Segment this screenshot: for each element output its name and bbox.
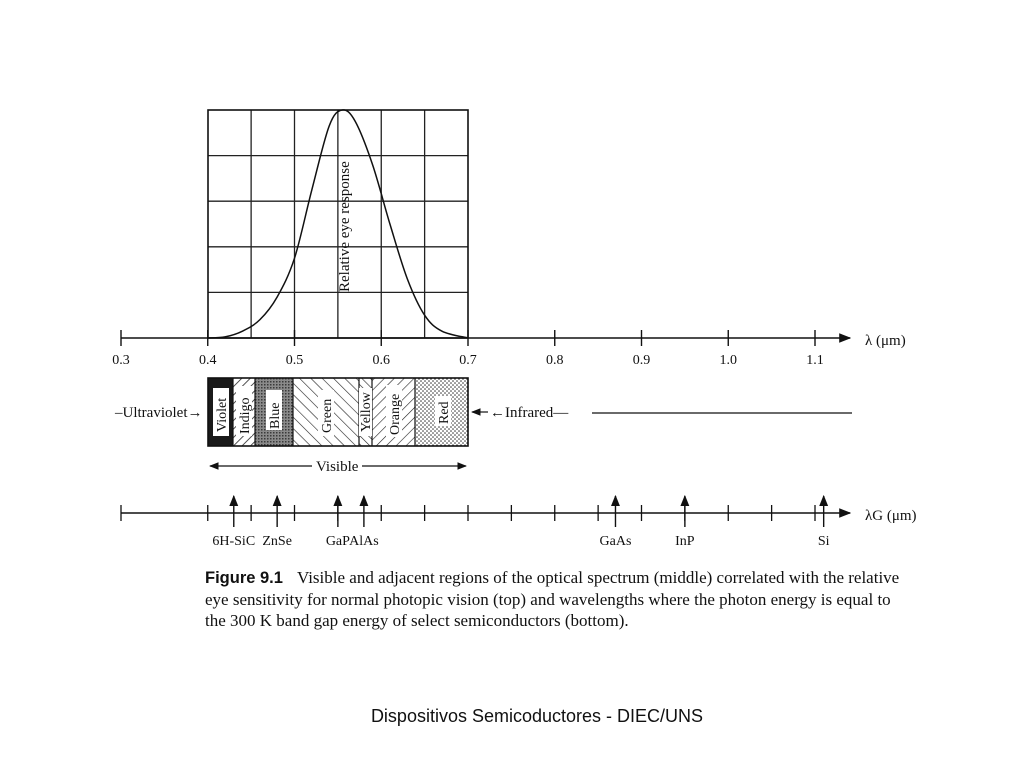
footer-text: Dispositivos Semicoductores - DIEC/UNS bbox=[370, 706, 704, 726]
band-label-violet: Violet bbox=[215, 397, 230, 432]
bandgap-unit-label: λG (μm) bbox=[865, 508, 917, 524]
material-label: Si bbox=[817, 534, 830, 549]
material-label: InP bbox=[675, 534, 695, 549]
axis-tick-label: 0.6 bbox=[372, 353, 390, 368]
axis-tick-label: 0.4 bbox=[199, 353, 217, 368]
axis-tick-label: 1.0 bbox=[719, 353, 737, 368]
wavelength-axis-ticks bbox=[112, 330, 824, 368]
material-label: GaP bbox=[325, 534, 350, 549]
visible-label: Visible bbox=[316, 459, 359, 475]
band-label-yellow: Yellow bbox=[359, 392, 374, 432]
axis-tick-label: 0.3 bbox=[112, 353, 130, 368]
figure-caption bbox=[205, 567, 905, 631]
infrared-label: ←Infrared— bbox=[490, 405, 569, 421]
axis-tick-label: 0.7 bbox=[459, 353, 477, 368]
axis-tick-label: 0.8 bbox=[546, 353, 564, 368]
band-label-orange: Orange bbox=[388, 393, 403, 435]
spectrum-bands bbox=[114, 378, 852, 475]
material-label: GaAs bbox=[599, 534, 632, 549]
material-label: 6H-SiC bbox=[212, 534, 256, 549]
material-label: AlAs bbox=[349, 534, 379, 549]
axis-tick-label: 0.9 bbox=[632, 353, 651, 368]
figure-number: Figure 9.1 bbox=[205, 569, 283, 587]
eye-response-label: Relative eye response bbox=[337, 161, 353, 292]
ultraviolet-label: –Ultraviolet→ bbox=[115, 405, 203, 421]
axis-tick-label: 0.5 bbox=[285, 353, 304, 368]
band-label-blue: Blue bbox=[268, 402, 283, 429]
wavelength-unit-label: λ (μm) bbox=[865, 333, 906, 349]
bandgap-wavelength-axis bbox=[121, 496, 917, 549]
band-label-green: Green bbox=[320, 398, 335, 433]
band-label-indigo: Indigo bbox=[238, 397, 253, 434]
figure-caption-text: Visible and adjacent regions of the optical spectrum (middle) correlated with the relative eye sensitivity for normal photopic vision (top) and wavelengths where the photon energy is equal to the 300 K band gap energy of select semiconductors (bottom). bbox=[205, 568, 900, 630]
axis-tick-label: 1.1 bbox=[806, 353, 824, 368]
eye-response-chart bbox=[208, 110, 468, 338]
band-label-red: Red bbox=[437, 401, 452, 424]
material-markers bbox=[212, 496, 829, 549]
material-label: ZnSe bbox=[262, 534, 292, 549]
